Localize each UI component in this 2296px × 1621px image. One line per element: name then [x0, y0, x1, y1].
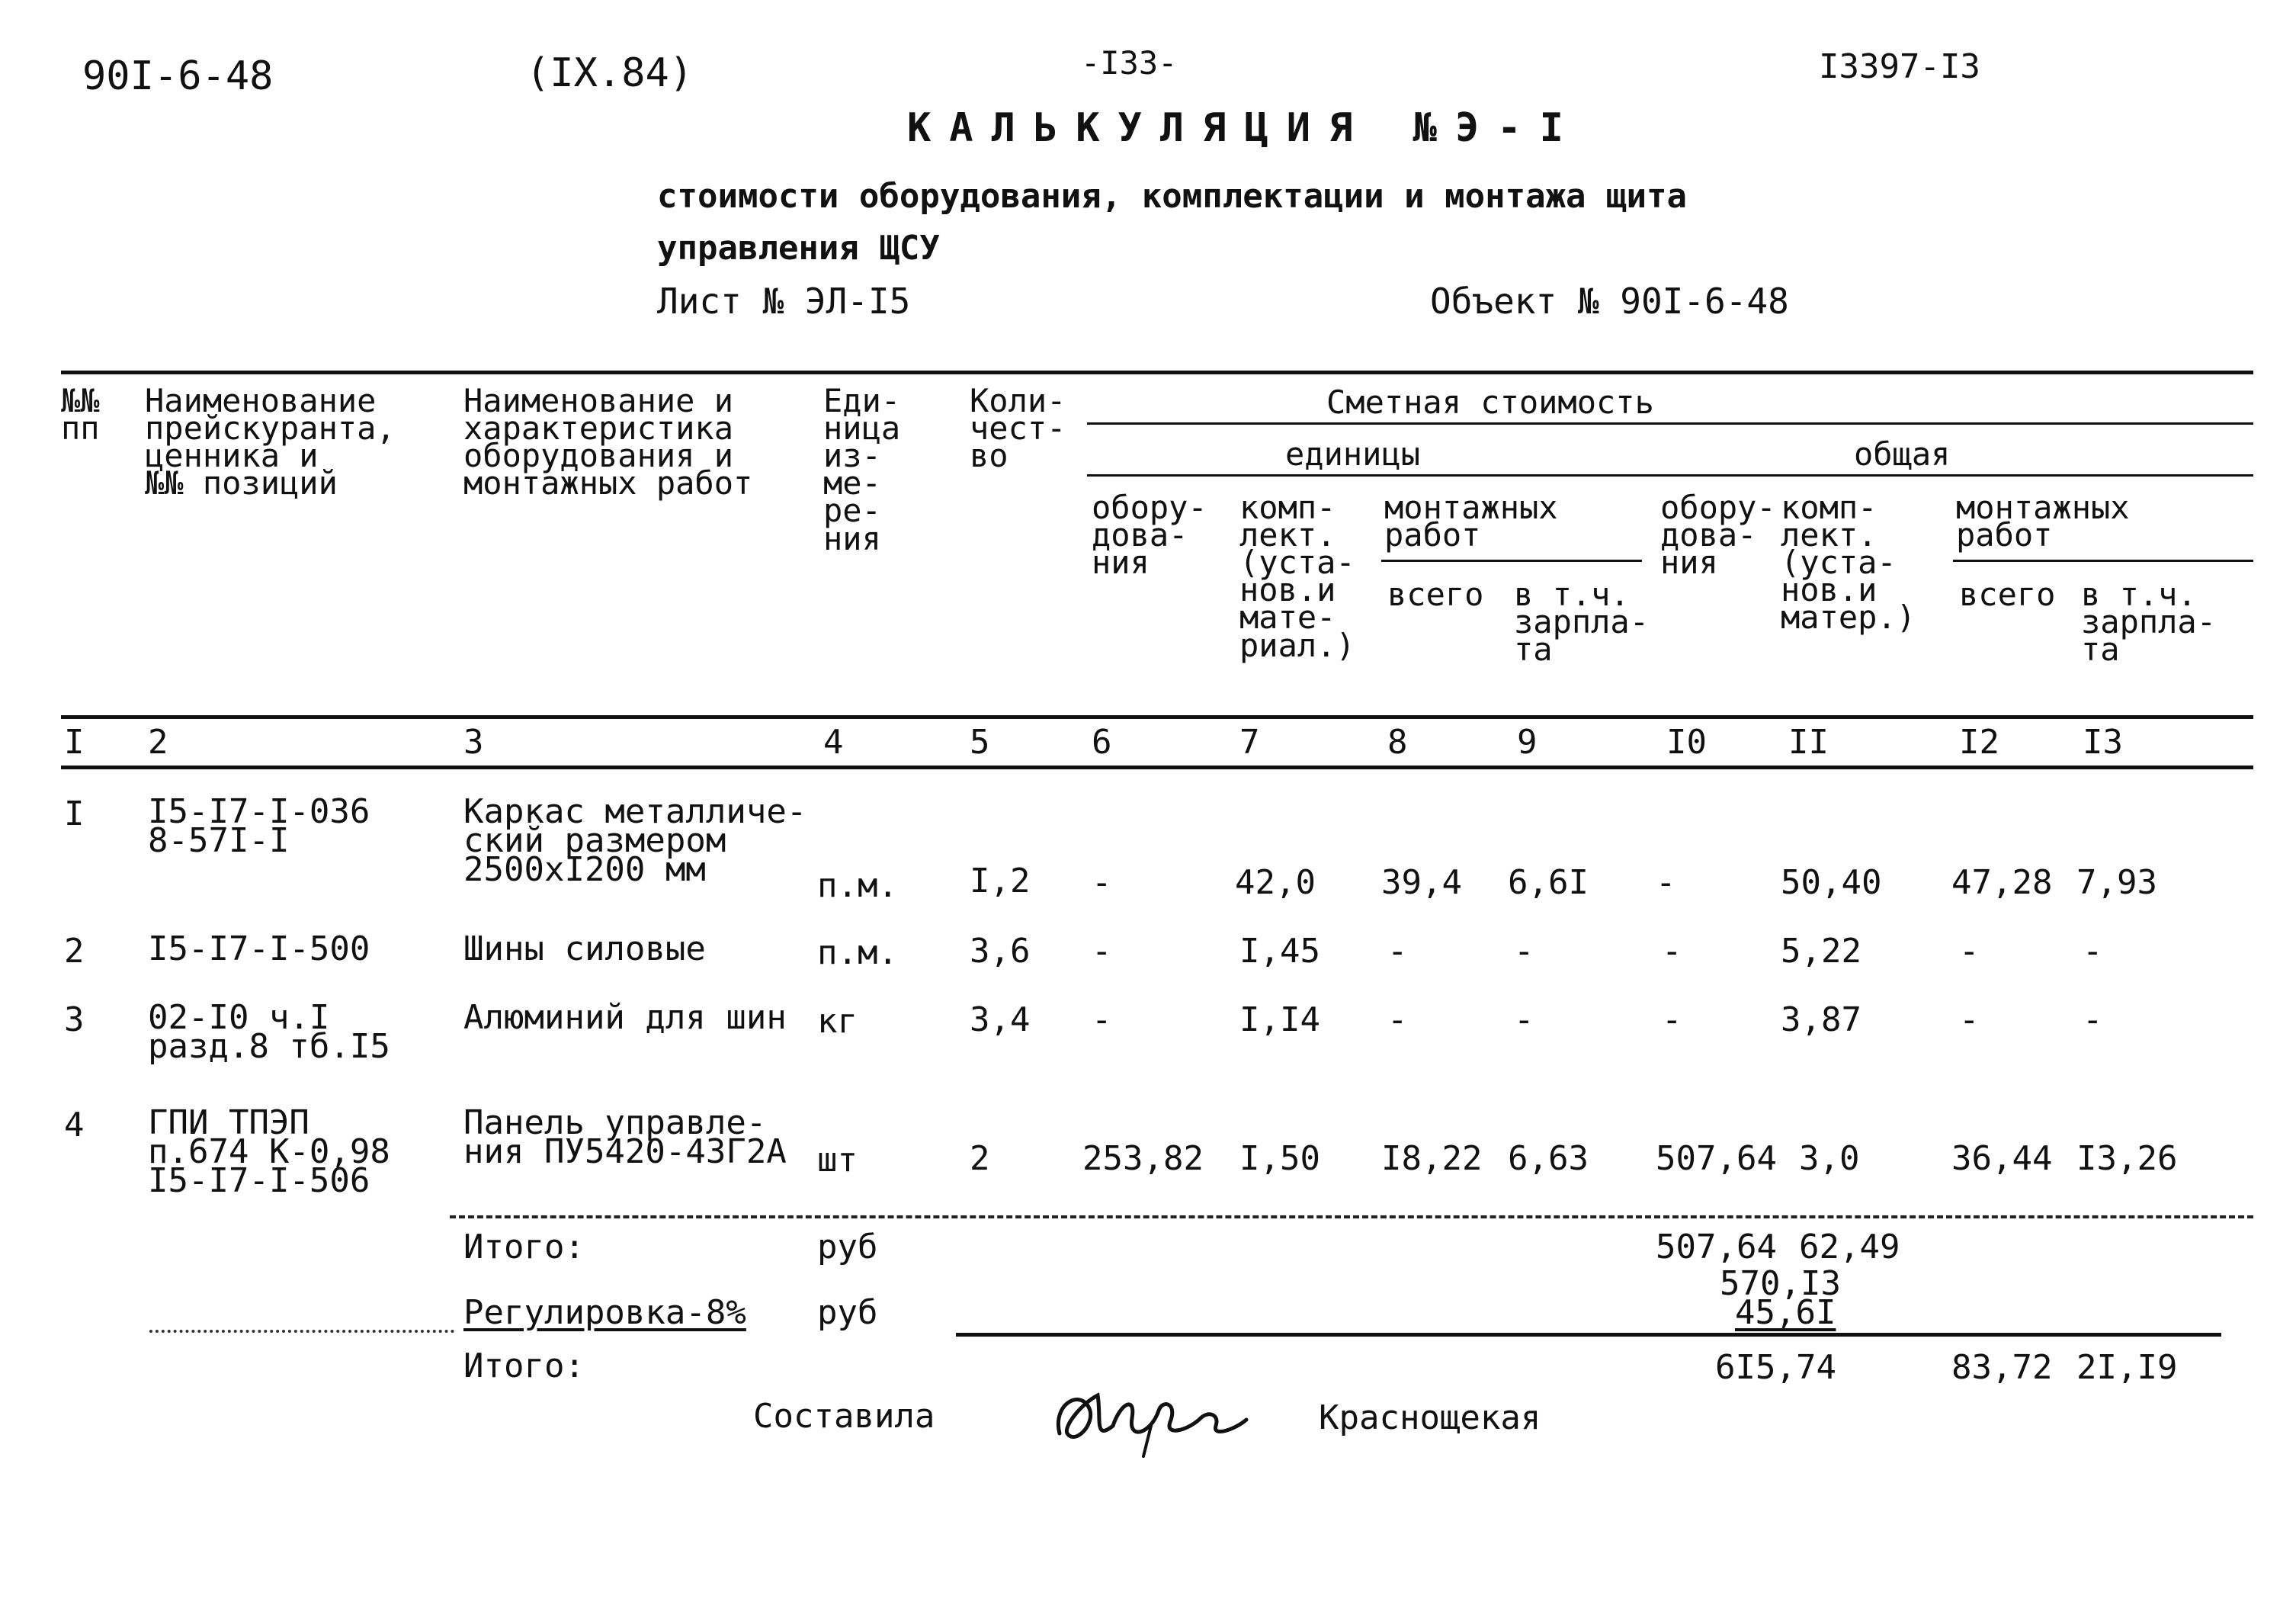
- col-number: 8: [1387, 723, 1408, 762]
- total-kit-cost: 3,87: [1781, 1000, 1861, 1039]
- col-number-rule: [61, 766, 2253, 769]
- total-equipment-cost: 507,64: [1656, 1139, 1777, 1178]
- cost-header-rule: [1087, 422, 2253, 425]
- pricelist-ref: I5-I7-I-036 8-57I-I: [148, 792, 370, 860]
- unit-equipment-cost: -: [1092, 1000, 1112, 1039]
- compiled-by-label: Составила: [753, 1397, 935, 1436]
- col-header-install: монтажных работ: [1384, 489, 1558, 554]
- install-rule-total: [1953, 560, 2253, 562]
- total-install-wage: -: [2083, 932, 2103, 971]
- total-install-all: 47,28: [1951, 863, 2053, 902]
- col-number: 7: [1239, 723, 1260, 762]
- unit-equipment-cost: 253,82: [1082, 1139, 1204, 1178]
- quantity: 2: [970, 1139, 990, 1178]
- total-install-wage: -: [2083, 1000, 2103, 1039]
- total-kit-cost: 3,0: [1799, 1139, 1860, 1178]
- header-bottom-rule: [61, 715, 2253, 719]
- adjustment-unit: руб: [817, 1293, 878, 1332]
- unit-install-wage: 6,63: [1508, 1139, 1589, 1178]
- row-number: I: [64, 794, 85, 833]
- subtotal-label: Итого:: [463, 1228, 585, 1266]
- subtotal-kit: 62,49: [1799, 1228, 1900, 1266]
- quantity: 3,4: [970, 1000, 1031, 1039]
- col-header-number: №№ пп: [61, 382, 100, 448]
- col-number: 2: [148, 723, 168, 762]
- unit-install-all: -: [1387, 932, 1408, 971]
- page-number: -I33-: [1081, 44, 1178, 82]
- col-number: 9: [1517, 723, 1538, 762]
- total-label: Итого:: [463, 1347, 585, 1385]
- row-number: 2: [64, 932, 85, 971]
- unit: кг: [817, 1002, 858, 1041]
- subtotal-unit: руб: [817, 1228, 878, 1266]
- grand-total-install-wage: 2I,I9: [2076, 1348, 2178, 1387]
- unit-install-wage: -: [1514, 1000, 1534, 1039]
- total-install-wage: 7,93: [2076, 863, 2157, 902]
- unit-kit-cost: I,50: [1239, 1139, 1320, 1178]
- doc-code: 90I-6-48: [82, 53, 274, 99]
- total-kit-cost: 50,40: [1781, 863, 1882, 902]
- col-header-kit: комп- лект. (уста- нов.и мате- риал.): [1239, 489, 1355, 664]
- object-number: Объект № 90I-6-48: [1430, 281, 1789, 322]
- adjust-left-rule: [149, 1330, 454, 1333]
- unit-kit-cost: I,I4: [1239, 1000, 1320, 1039]
- quantity: 3,6: [970, 932, 1031, 971]
- col-number: 4: [823, 723, 844, 762]
- col-header-pricelist: Наименование прейскуранта, ценника и №№ позиций: [145, 382, 396, 502]
- unit-kit-cost: 42,0: [1235, 863, 1316, 902]
- col-header-per-unit: единицы: [1285, 435, 1421, 473]
- unit-install-all: -: [1387, 1000, 1408, 1039]
- unit-install-wage: -: [1514, 932, 1534, 971]
- grand-total-install-all: 83,72: [1951, 1348, 2053, 1387]
- col-header-total: общая: [1854, 435, 1951, 473]
- sheet-number: Лист № ЭЛ-I5: [657, 281, 911, 322]
- unit-kit-cost: I,45: [1239, 932, 1320, 971]
- row-number: 3: [64, 1000, 85, 1039]
- col-header-total-install-all: всего: [1959, 576, 2056, 613]
- total-equipment-cost: -: [1656, 863, 1676, 902]
- subtotal-combined: 570,I3: [1720, 1264, 1841, 1303]
- total-install-wage: I3,26: [2076, 1139, 2178, 1178]
- col-header-total-install-wage: в т.ч. зарпла- та: [2081, 576, 2217, 669]
- doc-date: (IX.84): [526, 50, 694, 96]
- pricelist-ref: ГПИ ТПЭП п.674 К-0,98 I5-I7-I-506: [148, 1103, 390, 1200]
- rows-end-rule: [450, 1215, 2253, 1218]
- compiler-name: Краснощекая: [1319, 1398, 1541, 1437]
- col-header-quantity: Коли- чест- во: [970, 382, 1066, 475]
- col-number: 5: [970, 723, 990, 762]
- item-description: Алюминий для шин: [463, 998, 787, 1037]
- total-install-all: 36,44: [1951, 1139, 2053, 1178]
- col-header-total-equipment: обору- дова- ния: [1660, 489, 1776, 582]
- unit: п.м.: [817, 933, 898, 972]
- adjust-right-rule: [956, 1333, 2221, 1337]
- total-equipment-cost: -: [1662, 1000, 1682, 1039]
- adjustment-label: Регулировка-8%: [463, 1293, 746, 1332]
- unit-install-wage: 6,6I: [1508, 863, 1589, 902]
- col-number: I2: [1959, 723, 1999, 762]
- col-header-estimated-cost: Сметная стоимость: [1326, 384, 1654, 421]
- unit: п.м.: [817, 866, 898, 905]
- subtitle-line-2: управления ЩСУ: [657, 229, 940, 268]
- document-title: КАЛЬКУЛЯЦИЯ №Э-I: [907, 105, 1582, 151]
- pricelist-ref: 02-I0 ч.I разд.8 тб.I5: [148, 998, 390, 1066]
- grand-total-sum: 6I5,74: [1715, 1348, 1836, 1387]
- table-top-rule: [61, 371, 2253, 374]
- unit-install-all: 39,4: [1381, 863, 1462, 902]
- col-header-equipment: обору- дова- ния: [1092, 489, 1207, 582]
- col-header-install-wage: в т.ч. зарпла- та: [1514, 576, 1650, 669]
- signature-mark: [1037, 1372, 1281, 1464]
- item-description: Каркас металличе- ский размером 2500xI200 мм: [463, 792, 807, 889]
- item-description: Панель управле- ния ПУ5420-43Г2А: [463, 1103, 787, 1171]
- archive-number: I3397-I3: [1819, 47, 1980, 86]
- total-install-all: -: [1959, 1000, 1980, 1039]
- adjustment-value: 45,6I: [1735, 1293, 1836, 1332]
- col-number: I: [64, 723, 85, 762]
- total-equipment-cost: -: [1662, 932, 1682, 971]
- unit: шт: [817, 1141, 858, 1180]
- item-description: Шины силовые: [463, 929, 706, 968]
- col-number: II: [1788, 723, 1829, 762]
- col-number: I0: [1666, 723, 1707, 762]
- col-number: 3: [463, 723, 484, 762]
- col-header-total-kit: комп- лект. (уста- нов.и матер.): [1781, 489, 1916, 637]
- col-number: 6: [1092, 723, 1112, 762]
- subtotal-equipment: 507,64: [1656, 1228, 1777, 1266]
- total-install-all: -: [1959, 932, 1980, 971]
- unit-install-all: I8,22: [1381, 1139, 1483, 1178]
- subtitle-line-1: стоимости оборудования, комплектации и монтажа щита: [657, 177, 1688, 216]
- unit-total-rule: [1087, 474, 2253, 477]
- col-header-description: Наименование и характеристика оборудования и монтажных работ: [463, 382, 753, 502]
- row-number: 4: [64, 1106, 85, 1144]
- col-number: I3: [2083, 723, 2123, 762]
- col-header-total-install: монтажных работ: [1956, 489, 2130, 554]
- col-header-unit: Еди- ница из- ме- ре- ния: [823, 382, 901, 557]
- unit-equipment-cost: -: [1092, 932, 1112, 971]
- col-header-install-all: всего: [1387, 576, 1484, 613]
- install-rule-unit: [1381, 560, 1642, 562]
- unit-equipment-cost: -: [1092, 863, 1112, 902]
- total-kit-cost: 5,22: [1781, 932, 1861, 971]
- pricelist-ref: I5-I7-I-500: [148, 929, 370, 968]
- quantity: I,2: [970, 862, 1031, 900]
